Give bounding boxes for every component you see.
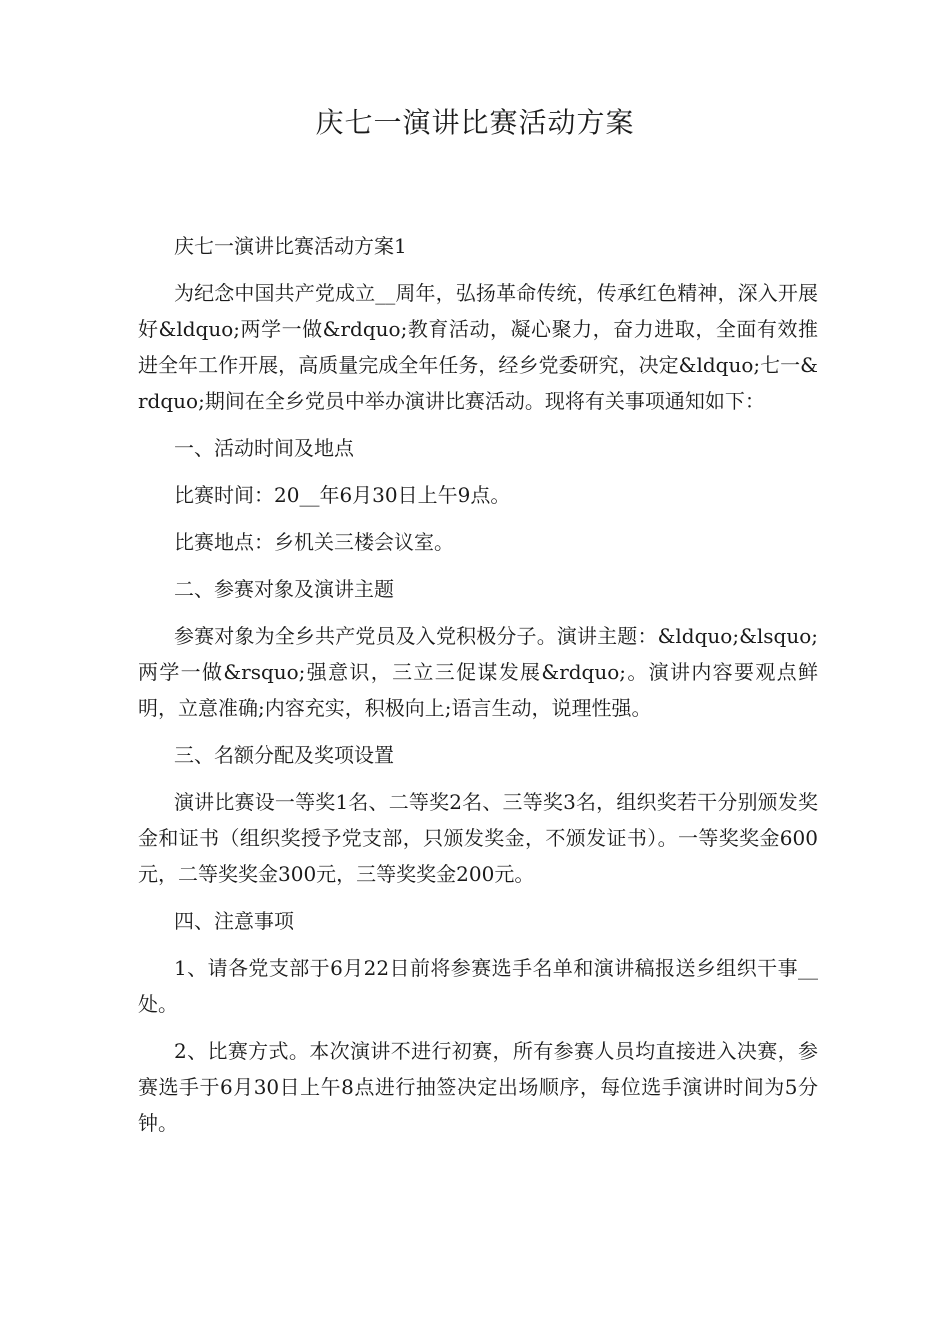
note-item-2: 2、比赛方式。本次演讲不进行初赛，所有参赛人员均直接进入决赛，参赛选手于6月30日上午8点进行抽签决定出场顺序，每位选手演讲时间为5分钟。 bbox=[138, 1039, 818, 1135]
document-body bbox=[138, 228, 818, 1152]
competition-place-paragraph: 比赛地点：乡机关三楼会议室。 bbox=[174, 530, 454, 554]
document-title: 庆七一演讲比赛活动方案 bbox=[315, 106, 635, 139]
note-item-1: 1、请各党支部于6月22日前将参赛选手名单和演讲稿报送乡组织干事__处。 bbox=[138, 956, 818, 1016]
section-heading-notes: 四、注意事项 bbox=[174, 909, 294, 933]
section-heading-participants-theme: 二、参赛对象及演讲主题 bbox=[174, 577, 394, 601]
subtitle-paragraph: 庆七一演讲比赛活动方案1 bbox=[174, 234, 407, 258]
participants-theme-paragraph: 参赛对象为全乡共产党员及入党积极分子。演讲主题：&ldquo;&lsquo;两学一做&rsquo;强意识，三立三促谋发展&rdquo;。演讲内容要观点鲜明，立意准确;内容充实，积极向上;语言生动，说理性强。 bbox=[138, 624, 818, 720]
competition-time-paragraph: 比赛时间：20__年6月30日上午9点。 bbox=[174, 483, 511, 507]
intro-paragraph: 为纪念中国共产党成立__周年，弘扬革命传统，传承红色精神，深入开展好&ldquo;两学一做&rdquo;教育活动，凝心聚力，奋力进取，全面有效推进全年工作开展，高质量完成全年任务，经乡党委研究，决定&ldquo;七一&rdquo;期间在全乡党员中举办演讲比赛活动。现将有关事项通知如下： bbox=[138, 281, 818, 413]
awards-paragraph: 演讲比赛设一等奖1名、二等奖2名、三等奖3名，组织奖若干分别颁发奖金和证书（组织奖授予党支部，只颁发奖金，不颁发证书）。一等奖奖金600元，二等奖奖金300元，三等奖奖金200元。 bbox=[138, 790, 818, 886]
section-heading-awards: 三、名额分配及奖项设置 bbox=[174, 743, 394, 767]
section-heading-time-place: 一、活动时间及地点 bbox=[174, 436, 354, 460]
